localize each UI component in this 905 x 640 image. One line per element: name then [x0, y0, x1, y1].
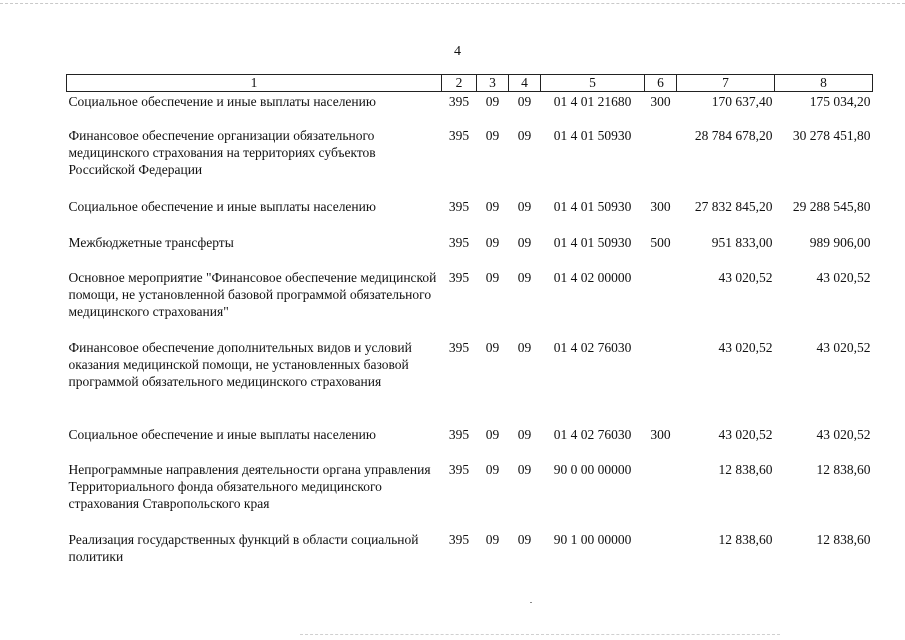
row-description: Реализация государственных функций в области социальной политики — [68, 531, 419, 564]
page-number: 4 — [454, 44, 461, 59]
header-row — [67, 75, 873, 92]
scan-artifact-bottom — [300, 634, 780, 636]
cell-amount-year2: 43 020,52 — [816, 269, 871, 285]
cell-admin-code: 395 — [448, 234, 470, 250]
cell-expense-type — [645, 268, 677, 338]
table-row — [67, 268, 873, 338]
cell-section: 09 — [485, 234, 500, 250]
cell-admin-code: 395 — [448, 531, 470, 547]
cell-amount-year2: 43 020,52 — [816, 426, 871, 442]
cell-target-article: 90 1 00 00000 — [553, 531, 632, 547]
cell-amount-year1: 12 838,60 — [718, 461, 773, 477]
cell-section: 09 — [485, 127, 500, 143]
cell-target-article: 01 4 01 50930 — [553, 127, 632, 143]
cell-amount-year2: 43 020,52 — [816, 339, 871, 355]
cell-amount-year1: 170 637,40 — [711, 94, 773, 109]
column-header-8: 8 — [775, 75, 873, 92]
cell-amount-year2: 30 278 451,80 — [792, 127, 871, 143]
cell-amount-year2: 175 034,20 — [809, 94, 871, 109]
column-header-3: 3 — [477, 75, 509, 92]
cell-expense-type — [645, 338, 677, 425]
table-row — [67, 338, 873, 425]
cell-admin-code: 395 — [448, 426, 470, 442]
cell-expense-type: 500 — [650, 234, 671, 250]
scan-speck — [530, 602, 532, 603]
table-row — [67, 126, 873, 197]
cell-expense-type: 300 — [650, 426, 671, 442]
cell-subsection: 09 — [517, 198, 532, 214]
cell-admin-code: 395 — [448, 269, 470, 285]
cell-expense-type — [645, 126, 677, 197]
cell-section: 09 — [485, 94, 500, 109]
cell-subsection: 09 — [517, 269, 532, 285]
table-row — [67, 233, 873, 268]
budget-table — [66, 74, 873, 566]
cell-section: 09 — [485, 198, 500, 214]
cell-target-article: 90 0 00 00000 — [553, 461, 632, 477]
cell-amount-year1: 28 784 678,20 — [694, 127, 773, 143]
cell-subsection: 09 — [517, 94, 532, 109]
column-header-4: 4 — [509, 75, 541, 92]
cell-amount-year2: 29 288 545,80 — [792, 198, 871, 214]
cell-section: 09 — [485, 426, 500, 442]
cell-expense-type — [645, 530, 677, 566]
cell-section: 09 — [485, 339, 500, 355]
row-description: Социальное обеспечение и иные выплаты населению — [68, 426, 376, 442]
cell-target-article: 01 4 01 21680 — [553, 94, 632, 109]
cell-expense-type: 300 — [650, 94, 671, 109]
cell-admin-code: 395 — [448, 198, 470, 214]
cell-subsection: 09 — [517, 461, 532, 477]
cell-target-article: 01 4 02 76030 — [553, 339, 632, 355]
cell-expense-type: 300 — [650, 198, 671, 214]
table-row — [67, 460, 873, 530]
cell-section: 09 — [485, 531, 500, 547]
column-header-5: 5 — [541, 75, 645, 92]
cell-amount-year1: 43 020,52 — [718, 426, 773, 442]
row-description: Финансовое обеспечение организации обязательного медицинского страхования на территориях субъектов Российской Федерации — [68, 127, 376, 177]
cell-amount-year2: 12 838,60 — [816, 531, 871, 547]
column-header-7: 7 — [677, 75, 775, 92]
column-header-1: 1 — [67, 75, 442, 92]
cell-admin-code: 395 — [448, 94, 470, 109]
row-description: Основное мероприятие "Финансовое обеспечение медицинской помощи, не установленной базовой программой обязательного медицинского страхования" — [68, 269, 437, 319]
cell-amount-year1: 43 020,52 — [718, 339, 773, 355]
column-header-2: 2 — [442, 75, 477, 92]
cell-subsection: 09 — [517, 127, 532, 143]
cell-subsection: 09 — [517, 531, 532, 547]
cell-admin-code: 395 — [448, 127, 470, 143]
table-row — [67, 530, 873, 566]
cell-admin-code: 395 — [448, 461, 470, 477]
cell-target-article: 01 4 02 00000 — [553, 269, 632, 285]
cell-subsection: 09 — [517, 339, 532, 355]
cell-amount-year2: 989 906,00 — [809, 234, 871, 250]
cell-target-article: 01 4 01 50930 — [553, 198, 632, 214]
cell-admin-code: 395 — [448, 339, 470, 355]
row-description: Финансовое обеспечение дополнительных видов и условий оказания медицинской помощи, не установленных базовой программой обязательного медицинского страхования — [68, 339, 412, 389]
cell-amount-year2: 12 838,60 — [816, 461, 871, 477]
cell-section: 09 — [485, 461, 500, 477]
cell-expense-type — [645, 460, 677, 530]
row-description: Социальное обеспечение и иные выплаты населению — [68, 94, 376, 109]
cell-subsection: 09 — [517, 234, 532, 250]
table-row — [67, 92, 873, 126]
cell-amount-year1: 951 833,00 — [711, 234, 773, 250]
cell-target-article: 01 4 01 50930 — [553, 234, 632, 250]
cell-amount-year1: 27 832 845,20 — [694, 198, 773, 214]
row-description: Непрограммные направления деятельности органа управления Территориального фонда обязательного медицинского страхования Ставропольского края — [68, 461, 431, 511]
cell-section: 09 — [485, 269, 500, 285]
cell-subsection: 09 — [517, 426, 532, 442]
row-description: Межбюджетные трансферты — [68, 234, 234, 250]
scan-artifact-top — [0, 3, 905, 6]
cell-target-article: 01 4 02 76030 — [553, 426, 632, 442]
cell-amount-year1: 43 020,52 — [718, 269, 773, 285]
cell-amount-year1: 12 838,60 — [718, 531, 773, 547]
table-row — [67, 425, 873, 460]
table-row — [67, 197, 873, 233]
row-description: Социальное обеспечение и иные выплаты населению — [68, 198, 376, 214]
column-header-6: 6 — [645, 75, 677, 92]
